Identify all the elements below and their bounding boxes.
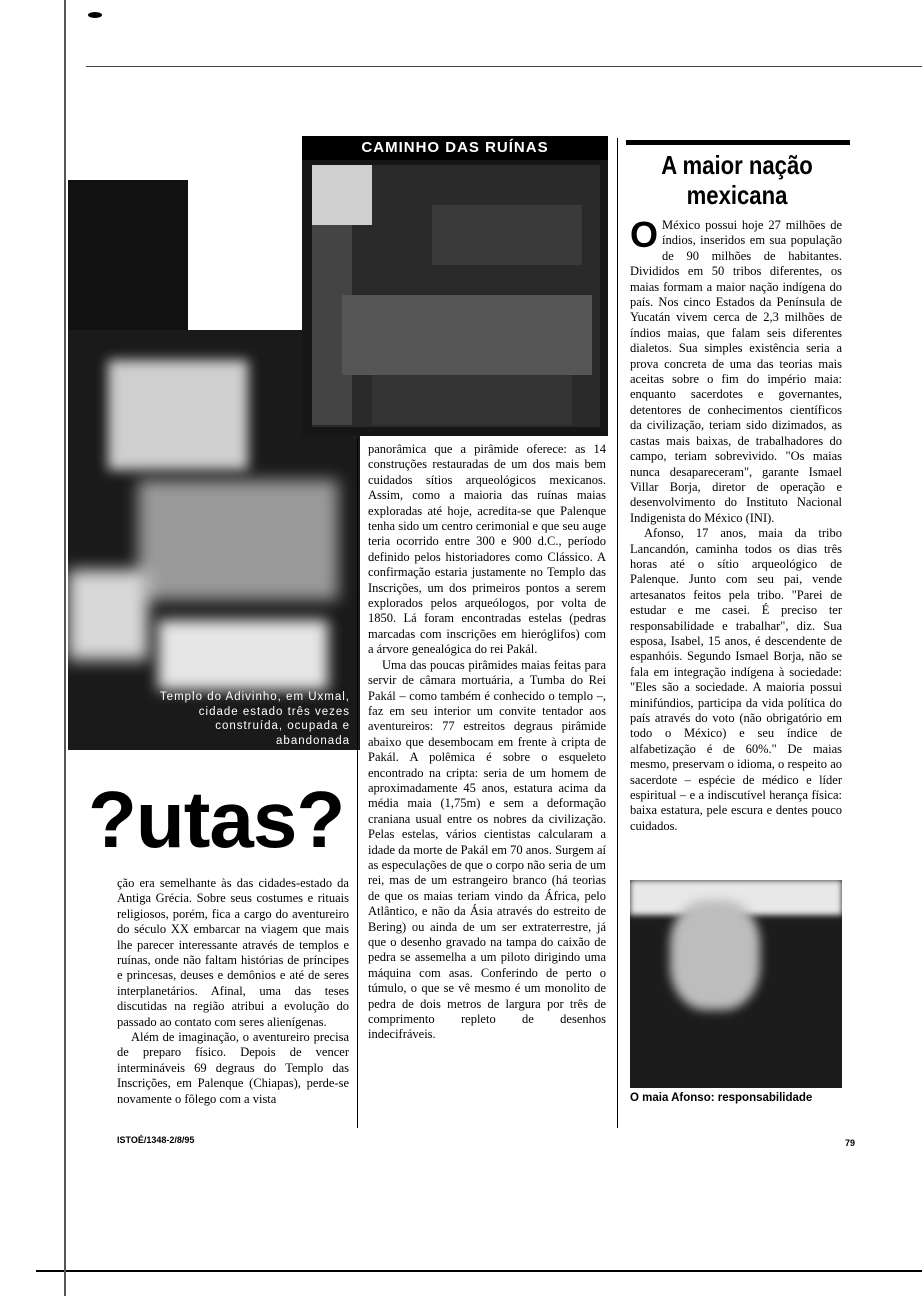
middle-paragraph: panorâmica que a pirâmide oferece: as 14 construções restauradas de um dos mais bem cuidados sítios arqueológicos mexicanos. Assim, como a maioria das ruínas maias exploradas até hoje, acredita-se que Palenque tenha sido um centro cerimonial e que seu auge teria ocorrido entre 300 e 900 d.C., período definido pelos historiadores como Clássico. A confirmação estaria justamente no Templo das Inscrições, um dos primeiros pontos a serem explorados pelos arqueólogos, por volta de 1850. Lá foram encontradas estelas (pedras marcadas com inscrições em hieróglifos) com a árvore genealógica do rei Pakál. — [368, 442, 606, 657]
page-border-top — [86, 66, 922, 67]
sidebar-title-line: mexicana — [686, 180, 788, 210]
left-paragraph: ção era semelhante às das cidades-estado da Antiga Grécia. Sobre seus costumes e rituais religiosos, porém, fica a cargo do aventureiro do século XX embarcar na viagem que mais lhe parecer interessante através de templos e ruínas, onde não faltam histórias de príncipes e princesas, deuses e demônios e até de seres interplanetários. Afinal, uma das teses discutidas na região atribui a evolução do passado ao contato com seres alienígenas. — [117, 876, 349, 1029]
middle-paragraph: Uma das poucas pirâmides maias feitas para servir de câmara mortuária, a Tumba do Rei Pakál – como também é conhecido o templo –, faz em seu interior um convite tentador aos aventureiros: 77 estreitos degraus pirâmide abaixo que desembocam em frente à cripta de Pakál. A polêmica é sobre o esqueleto encontrado na cripta: seria de um homem de aproximadamente 45 anos, estatura acima da média maia (1,75m) e sem a deformação craniana usual entre os nobres da civilização. Pelas estelas, vários cientistas calcularam a idade da morte de Pakál em 70 anos. Surgem aí as especulações de que o corpo não seria de um rei, mas de um estrangeiro branco (há teorias de que os maias teriam vindo da África, pelo Atlântico, e não da Ásia através do estreito de Bering) ou ainda de um ser extraterrestre, já que o desenho gravado na tampa do caixão de pedra se assemelha a um piloto dirigindo uma máquina com asas. Conferindo de perto o túmulo, o que se vê mesmo é um monolito de pedra de dois metros de largura por três de comprimento repleto de desenhos indecifráveis. — [368, 657, 606, 1042]
column-rule — [617, 138, 618, 1128]
left-column — [117, 876, 349, 1107]
scan-speck — [88, 12, 102, 18]
sidebar-text — [630, 214, 842, 834]
afonso-photo — [630, 880, 842, 1088]
middle-column — [368, 442, 606, 1043]
map-title: CAMINHO DAS RUÍNAS — [302, 136, 608, 160]
page-border-left — [64, 0, 66, 1296]
left-paragraph: Além de imaginação, o aventureiro precisa de preparo físico. Depois de vencer intermináveis 69 degraus do Templo das Inscrições, em Palenque (Chiapas), perde-se novamente o fôlego com a vista — [117, 1030, 349, 1106]
page-number: 79 — [845, 1138, 856, 1148]
column-rule — [357, 438, 358, 1128]
issue-footer: ISTOÉ/1348-2/8/95 — [117, 1135, 195, 1145]
afonso-photo-caption: O maia Afonso: responsabilidade — [630, 1092, 813, 1104]
sidebar-top-rule — [626, 140, 850, 145]
temple-photo-caption: Templo do Adivinho, em Uxmal, cidade estado três vezes construída, ocupada e abandonada — [159, 691, 350, 747]
sidebar-title-line: A maior nação — [661, 150, 813, 180]
headline-fragment: ?utas? — [88, 775, 345, 864]
dropcap: O — [630, 214, 659, 255]
sidebar-title — [643, 150, 832, 210]
map-image — [312, 165, 600, 427]
sidebar-paragraph: Afonso, 17 anos, maia da tribo Lancandón, caminha todos os dias três horas até o sítio arqueológico de Palenque. Junto com seu pai, vende artesanatos feitos pela tribo. "Parei de estudar e me casei. É preciso ter responsabilidade e trabalhar", diz. Sua esposa, Isabel, 15 anos, é descendente de espanhóis. Segundo Ismael Borja, não se fala em integração indígena à sociedade: "Eles são a sociedade. A maioria possui minifúndios, participa da vida política do país através do voto (não obrigatório em todo o México) e seu índice de alfabetização é de 60%." De maias mesmo, preservam o idioma, o respeito ao sacerdote – espécie de médico e líder espiritual – e a indiscutível herança física: baixa estatura, pele escura e dentes pouco cuidados. — [630, 526, 842, 833]
photo-dark-band — [68, 180, 188, 330]
sidebar-paragraph: O México possui hoje 27 milhões de índios, inseridos em sua população de 90 milhões de habitantes. Divididos em 50 tribos diferentes, os maias formam a maior nação indígena do país. Nos cinco Estados da Península de Yucatán vivem cerca de 2,3 milhões de índios maias, que falam seis diferentes dialetos. Sua simples existência seria a prova concreta de uma das teorias mais aceitas sobre o fim do império maia: enquanto sacerdotes e governantes, detentores de conhecimentos científicos da civilização, teriam sido dizimados, as castas mais baixas, de trabalhadores do campo, teriam sobrevivido. "Os maias nunca desapareceram", garante Ismael Villar Borja, diretor de operação e desenvolvimento do Instituto Nacional Indigenista do México (INI). — [630, 214, 842, 525]
page-border-bottom — [36, 1270, 922, 1272]
